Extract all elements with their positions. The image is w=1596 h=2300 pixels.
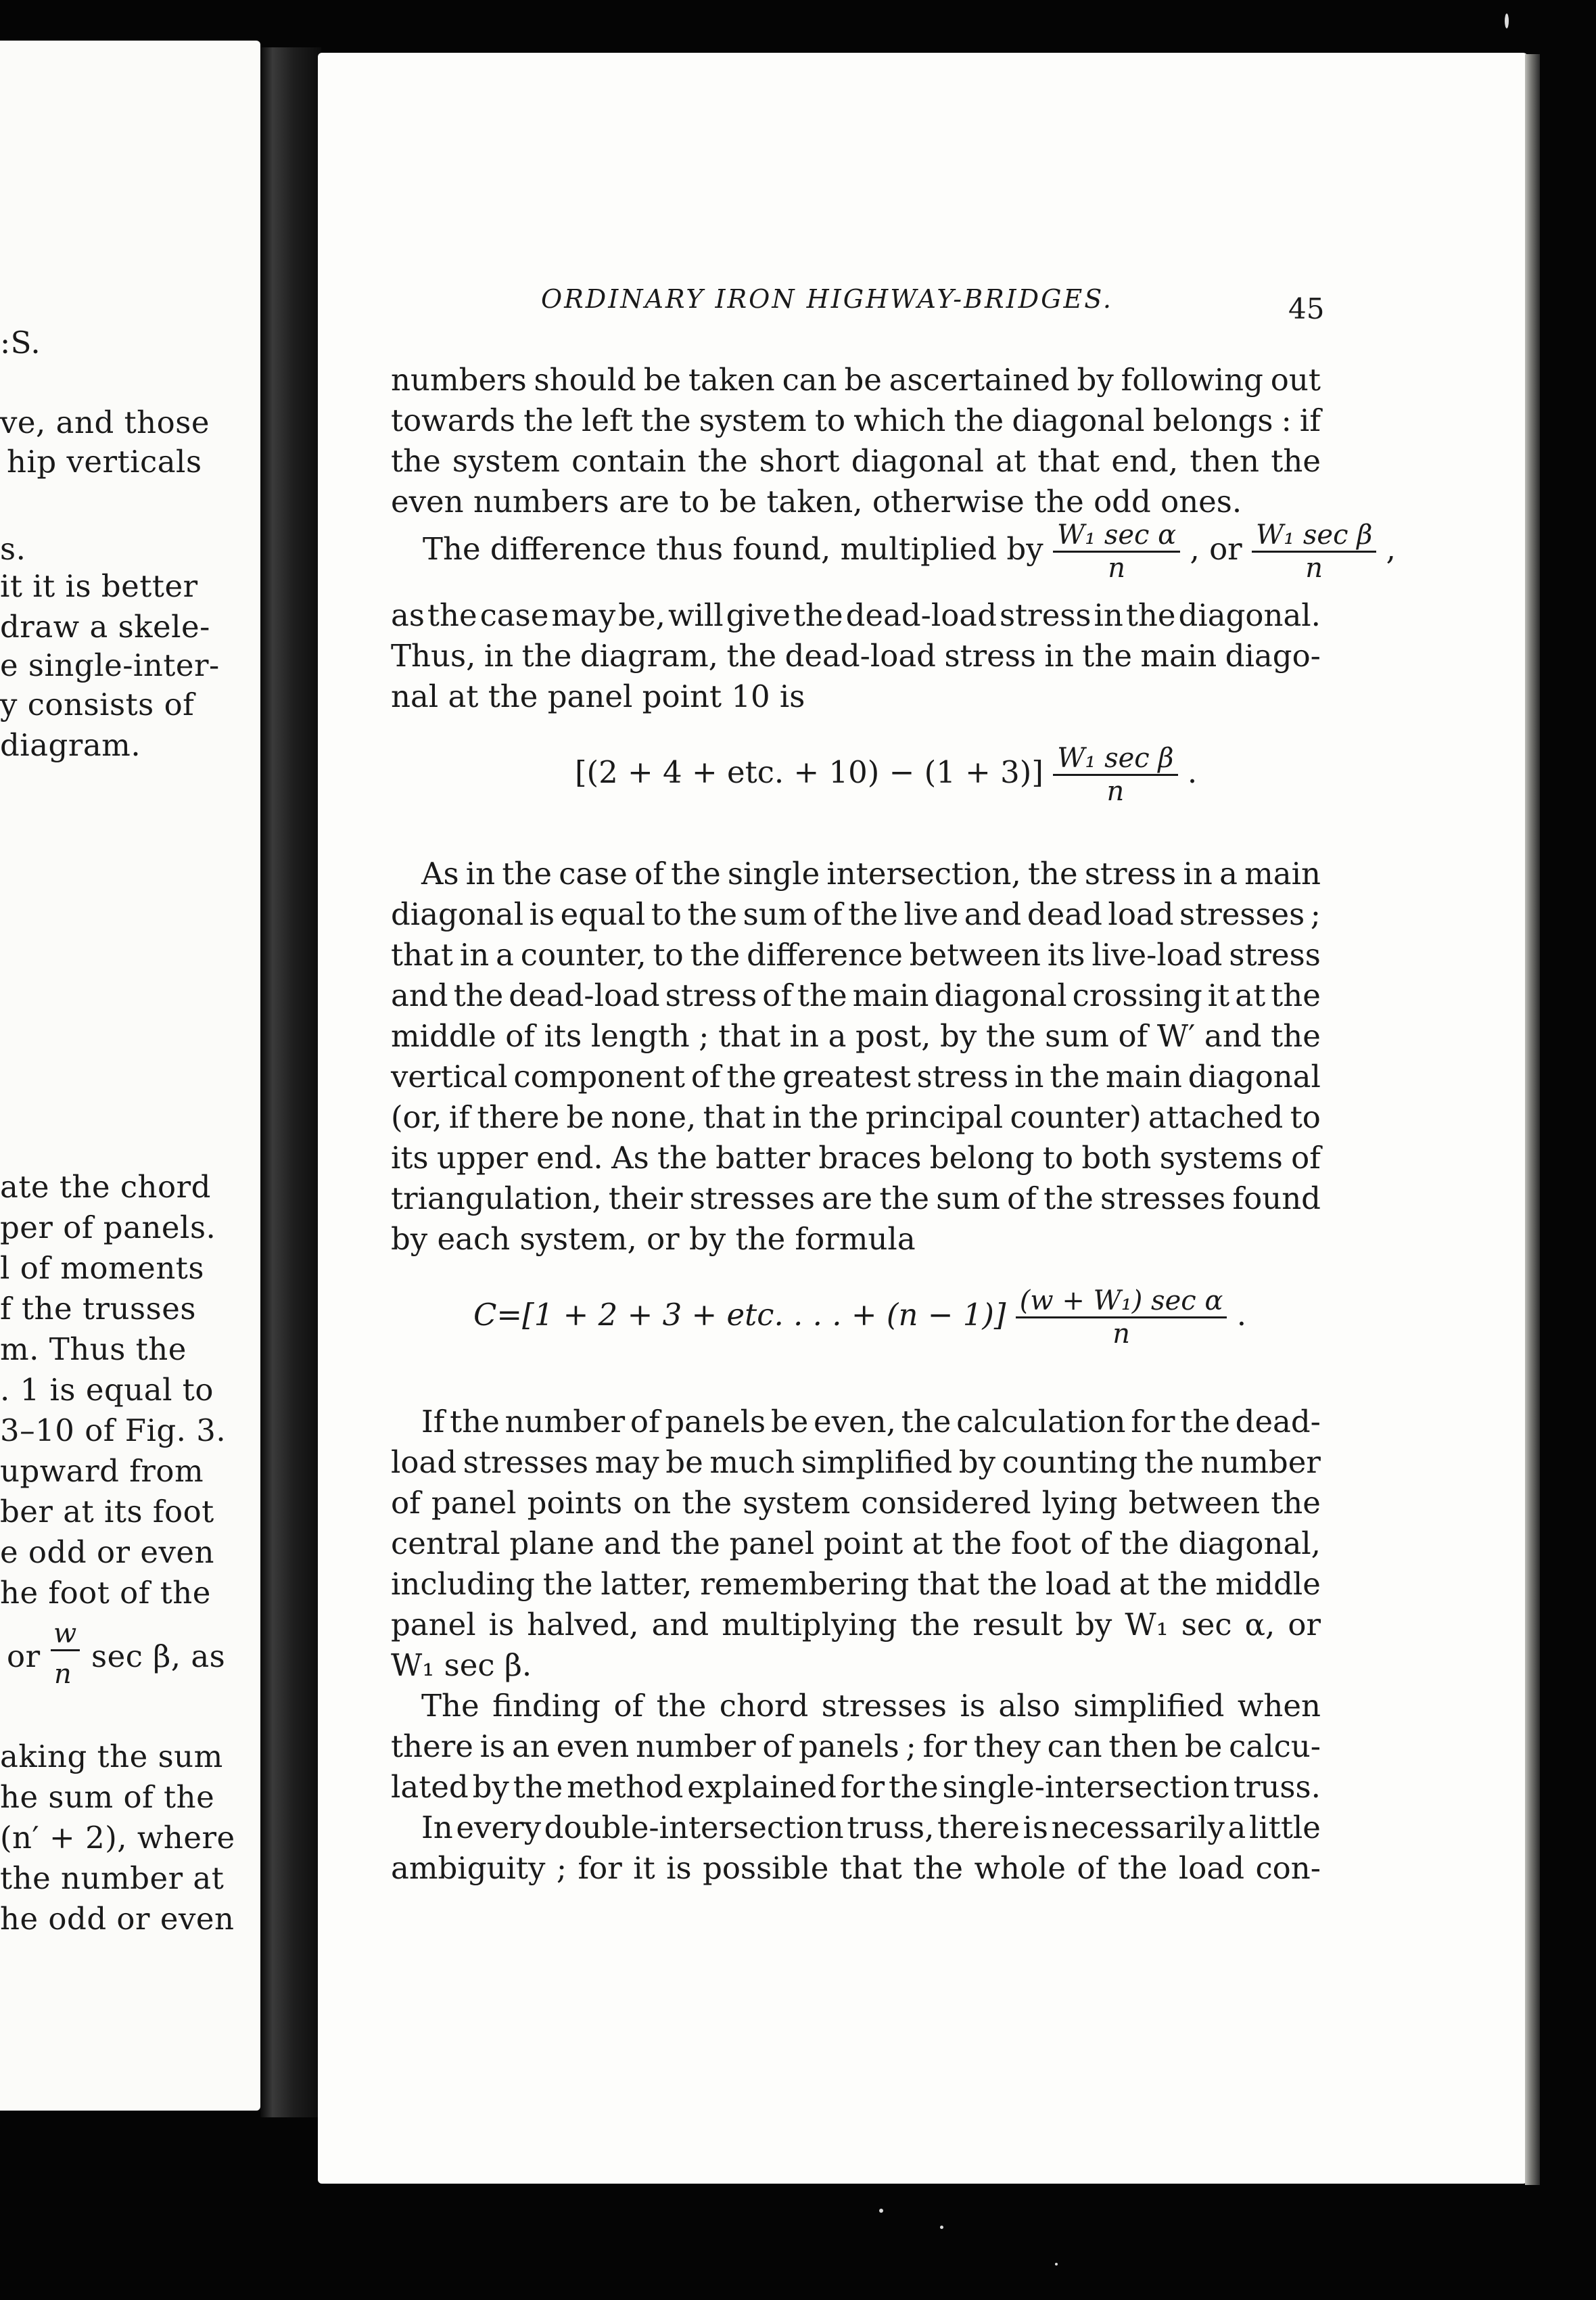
paragraph <box>391 1686 1321 1808</box>
text-line: nal at the panel point 10 is <box>391 678 805 714</box>
text-segment: The difference thus found, multiplied by <box>423 531 1043 567</box>
left-line: he foot of the <box>0 1575 211 1611</box>
fraction <box>1016 1285 1227 1350</box>
facing-page-fragment <box>0 41 260 2111</box>
formula-end: . <box>1187 754 1198 790</box>
text-line: As in the case of the single intersection, the stress in a main <box>421 856 1321 892</box>
left-frac-num: w <box>51 1618 80 1651</box>
scan-speck <box>879 2209 883 2213</box>
text-line: there is an even number of panels ; for they can then be calcu- <box>391 1728 1321 1764</box>
left-line: e single-inter- <box>0 647 220 683</box>
text-line: as the case may be, will give the dead-load stress in the diagonal. <box>391 597 1321 633</box>
left-line: ber at its foot <box>0 1494 214 1530</box>
display-formula <box>575 743 1197 807</box>
book-gutter <box>260 47 321 2117</box>
fraction-denominator: n <box>1106 776 1125 807</box>
left-frac-den: n <box>54 1659 72 1690</box>
left-line: upward from <box>0 1453 204 1489</box>
formula-end: . <box>1236 1297 1247 1333</box>
text-line: of panel points on the system considered lying between the <box>391 1485 1321 1521</box>
text-line: its upper end. As the batter braces belong to both systems of <box>391 1140 1321 1176</box>
left-line: s. <box>0 531 26 567</box>
formula-expression: C=[1 + 2 + 3 + etc. . . . + (n − 1)] <box>473 1297 1006 1333</box>
paragraph <box>391 854 1321 1260</box>
display-formula <box>473 1285 1246 1350</box>
fraction-denominator: n <box>1112 1318 1130 1350</box>
left-line: (n′ + 2), where <box>0 1820 235 1856</box>
left-line: diagram. <box>0 727 141 763</box>
left-line: it it is better <box>0 568 198 604</box>
text-line: W₁ sec β. <box>391 1647 532 1683</box>
text-line: numbers should be taken can be ascertained by following out <box>391 362 1321 398</box>
running-header: ORDINARY IRON HIGHWAY-BRIDGES. <box>541 284 1113 314</box>
text-line: towards the left the system to which the diagonal belongs : if <box>391 402 1321 438</box>
text-line: the system contain the short diagonal at that end, then the <box>391 443 1321 479</box>
left-line: the number at <box>0 1860 225 1896</box>
left-line: ate the chord <box>0 1169 211 1205</box>
text-line: even numbers are to be taken, otherwise the odd ones. <box>391 484 1242 520</box>
text-line: by each system, or by the formula <box>391 1221 916 1257</box>
fraction-numerator: W₁ sec β <box>1053 743 1177 776</box>
left-line: hip verticals <box>7 444 202 480</box>
fraction <box>1053 743 1177 807</box>
formula-expression: [(2 + 4 + etc. + 10) − (1 + 3)] <box>575 754 1043 790</box>
text-line: and the dead-load stress of the main diagonal crossing it at the <box>391 978 1321 1013</box>
fraction-numerator: W₁ sec β <box>1252 520 1376 553</box>
text-segment: , or <box>1190 531 1242 567</box>
text-line: panel is halved, and multiplying the result by W₁ sec α, or <box>391 1607 1321 1642</box>
text-line: lated by the method explained for the single-intersection truss. <box>391 1769 1321 1805</box>
text-line: If the number of panels be even, the calculation for the dead- <box>421 1404 1321 1440</box>
left-line: m. Thus the <box>0 1331 187 1367</box>
fraction-numerator: W₁ sec α <box>1053 520 1180 553</box>
text-line: vertical component of the greatest stress in the main diagonal <box>391 1059 1321 1095</box>
fraction-numerator: (w + W₁) sec α <box>1016 1285 1227 1318</box>
left-line: 3–10 of Fig. 3. <box>0 1412 227 1448</box>
page-edge <box>1525 54 1540 2185</box>
left-line: he sum of the <box>0 1779 215 1815</box>
text-line: middle of its length ; that in a post, by the sum of W′ and the <box>391 1018 1321 1054</box>
fraction <box>1252 520 1376 584</box>
paragraph <box>391 595 1321 717</box>
paragraph <box>391 1402 1321 1686</box>
left-line: f the trusses <box>0 1291 196 1327</box>
text-line: (or, if there be none, that in the principal counter) attached to <box>391 1099 1321 1135</box>
left-line: per of panels. <box>0 1210 216 1245</box>
text-line: Thus, in the diagram, the dead-load stress in the main diago- <box>391 638 1321 674</box>
left-line: draw a skele- <box>0 609 210 645</box>
text-line: central plane and the panel point at the foot of the diagonal, <box>391 1525 1321 1561</box>
page-number: 45 <box>1288 292 1325 325</box>
text-line: load stresses may be much simplified by counting the number <box>391 1444 1321 1480</box>
left-line: sec β, as <box>91 1638 226 1674</box>
scan-speck <box>1505 14 1509 28</box>
text-line: that in a counter, to the difference between its live-load stress <box>391 937 1321 973</box>
text-line: The finding of the chord stresses is also simplified when <box>421 1688 1321 1724</box>
text-line: triangulation, their stresses are the sum of the stresses found <box>391 1180 1321 1216</box>
scan-speck <box>1055 2263 1058 2266</box>
left-line: e odd or even <box>0 1534 215 1570</box>
left-line: l of moments <box>0 1250 204 1286</box>
text-line: diagonal is equal to the sum of the live and dead load stresses ; <box>391 896 1321 932</box>
left-line: aking the sum <box>0 1739 223 1774</box>
text-line: ambiguity ; for it is possible that the whole of the load con- <box>391 1850 1321 1886</box>
left-line: he odd or even <box>0 1901 235 1937</box>
text-line: In every double-intersection truss, there is necessarily a little <box>421 1810 1321 1845</box>
scan-speck <box>940 2226 943 2229</box>
fraction <box>1053 520 1180 584</box>
fraction-denominator: n <box>1305 553 1323 584</box>
text-segment: , <box>1386 531 1396 567</box>
left-line: . 1 is equal to <box>0 1372 214 1408</box>
inline-formula-line <box>423 520 1396 584</box>
paragraph <box>391 1808 1321 1889</box>
text-line: including the latter, remembering that the load at the middle <box>391 1566 1321 1602</box>
left-line: or <box>7 1638 41 1674</box>
paragraph <box>391 360 1321 522</box>
left-line: :S. <box>0 325 41 361</box>
left-line: ve, and those <box>0 405 210 440</box>
left-line: y consists of <box>0 687 195 722</box>
fraction-denominator: n <box>1108 553 1125 584</box>
